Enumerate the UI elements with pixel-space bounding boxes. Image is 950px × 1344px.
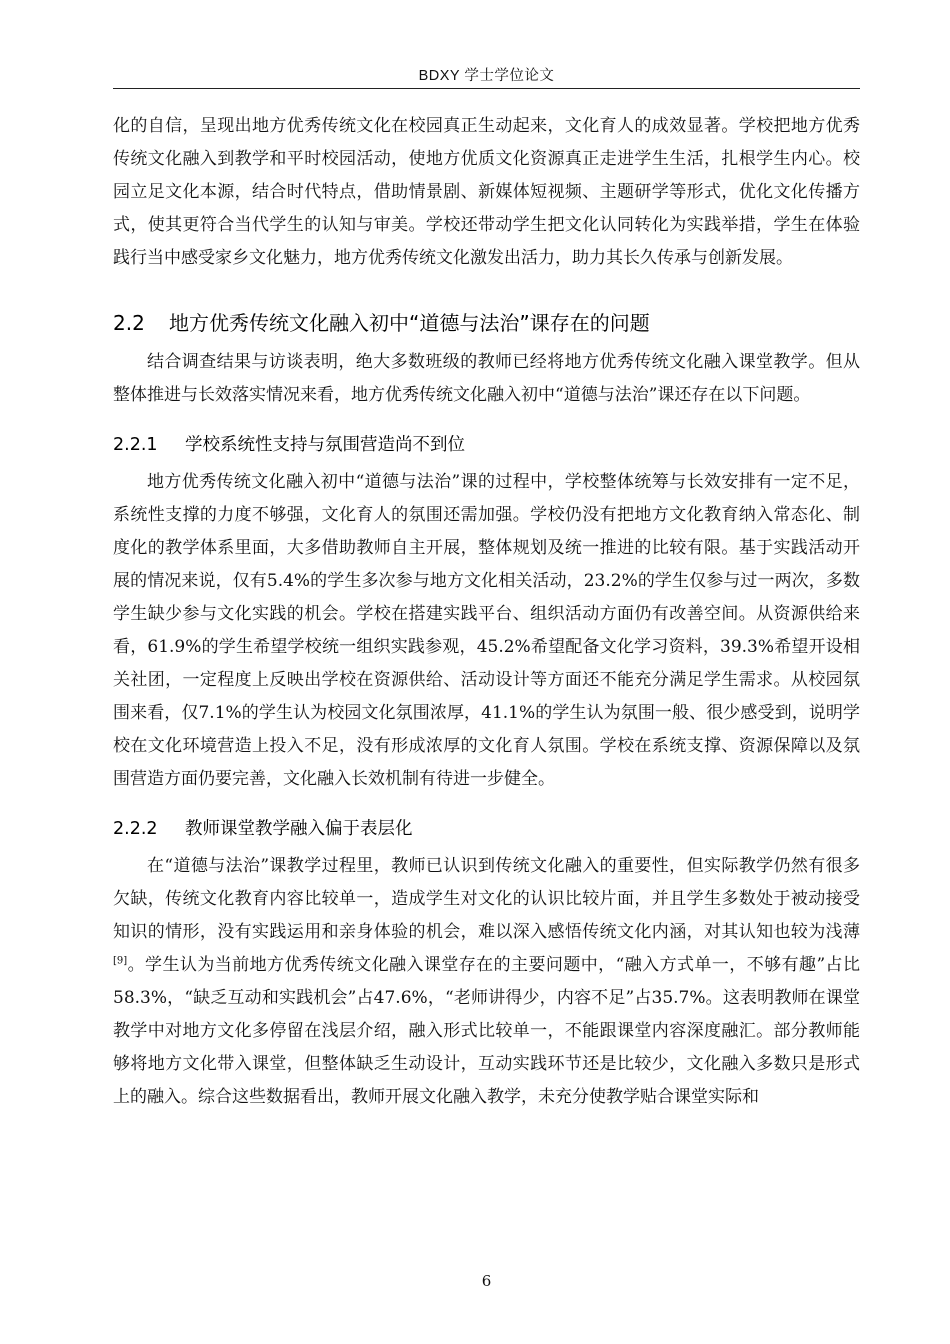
header-rule [113, 88, 860, 89]
section-heading-2-2 [113, 308, 860, 338]
running-header: BDXY 学士学位论文 [418, 68, 555, 84]
section-2-2-2-paragraph [113, 850, 860, 1114]
paragraph-text: 在“道德与法治”课教学过程里，教师已认识到传统文化融入的重要性，但实际教学仍然有很多欠缺，传统文化教育内容比较单一，造成学生对文化的认识比较片面，并且学生多数处于被动接受知识的情形，没有实践运用和亲身体验的机会，难以深入感悟传统文化内涵，对其认知也较为浅薄 [113, 856, 860, 942]
subsection-title: 教师课堂教学融入偏于表层化 [185, 819, 413, 839]
section-2-2-1-paragraph: 地方优秀传统文化融入初中“道德与法治”课的过程中，学校整体统筹与长效安排有一定不足，系统性支撑的力度不够强，文化育人的氛围还需加强。学校仍没有把地方文化教育纳入常态化、制度化的教学体系里面，大多借助教师自主开展，整体规划及统一推进的比较有限。基于实践活动开展的情况来说，仅有5.4%的学生多次参与地方文化相关活动，23.2%的学生仅参与过一两次，多数学生缺少参与文化实践的机会。学校在搭建实践平台、组织活动方面仍有改善空间。从资源供给来看，61.9%的学生希望学校统一组织实践参观，45.2%希望配备文化学习资料，39.3%希望开设相关社团，一定程度上反映出学校在资源供给、活动设计等方面还不能充分满足学生需求。从校园氛围来看，仅7.1%的学生认为校园文化氛围浓厚，41.1%的学生认为氛围一般、很少感受到，说明学校在文化环境营造上投入不足，没有形成浓厚的文化育人氛围。学校在系统支撑、资源保障以及氛围营造方面仍要完善，文化融入长效机制有待进一步健全。 [113, 472, 860, 789]
citation-marker[interactable]: [9] [113, 955, 128, 967]
subsection-number: 2.2.1 [113, 435, 158, 455]
section-title: 地方优秀传统文化融入初中“道德与法治”课存在的问题 [169, 311, 650, 335]
section-heading-2-2-2 [113, 814, 860, 844]
paragraph-text: 。学生认为当前地方优秀传统文化融入课堂存在的主要问题中，“融入方式单一，不够有趣”占比58.3%，“缺乏互动和实践机会”占47.6%，“老师讲得少，内容不足”占35.7%。这表明教师在课堂教学中对地方文化多停留在浅层介绍，融入形式比较单一，不能跟课堂内容深度融汇。部分教师能够将地方文化带入课堂，但整体缺乏生动设计，互动实践环节还是比较少，文化融入多数只是形式上的融入。综合这些数据看出，教师开展文化融入教学，未充分使教学贴合课堂实际和 [113, 955, 860, 1107]
section-2-2-paragraph: 结合调查结果与访谈表明，绝大多数班级的教师已经将地方优秀传统文化融入课堂教学。但从整体推进与长效落实情况来看，地方优秀传统文化融入初中“道德与法治”课还存在以下问题。 [113, 352, 860, 405]
section-heading-2-2-1 [113, 430, 860, 460]
subsection-number: 2.2.2 [113, 819, 158, 839]
page-number: 6 [481, 1272, 492, 1290]
page-body [113, 110, 860, 1114]
intro-paragraph: 化的自信，呈现出地方优秀传统文化在校园真正生动起来，文化育人的成效显著。学校把地方优秀传统文化融入到教学和平时校园活动，使地方优质文化资源真正走进学生生活，扎根学生内心。校园立足文化本源，结合时代特点，借助情景剧、新媒体短视频、主题研学等形式，优化文化传播方式，使其更符合当代学生的认知与审美。学校还带动学生把文化认同转化为实践举措，学生在体验践行当中感受家乡文化魅力，地方优秀传统文化激发出活力，助力其长久传承与创新发展。 [113, 116, 860, 268]
section-number: 2.2 [113, 311, 145, 335]
subsection-title: 学校系统性支持与氛围营造尚不到位 [185, 435, 465, 455]
